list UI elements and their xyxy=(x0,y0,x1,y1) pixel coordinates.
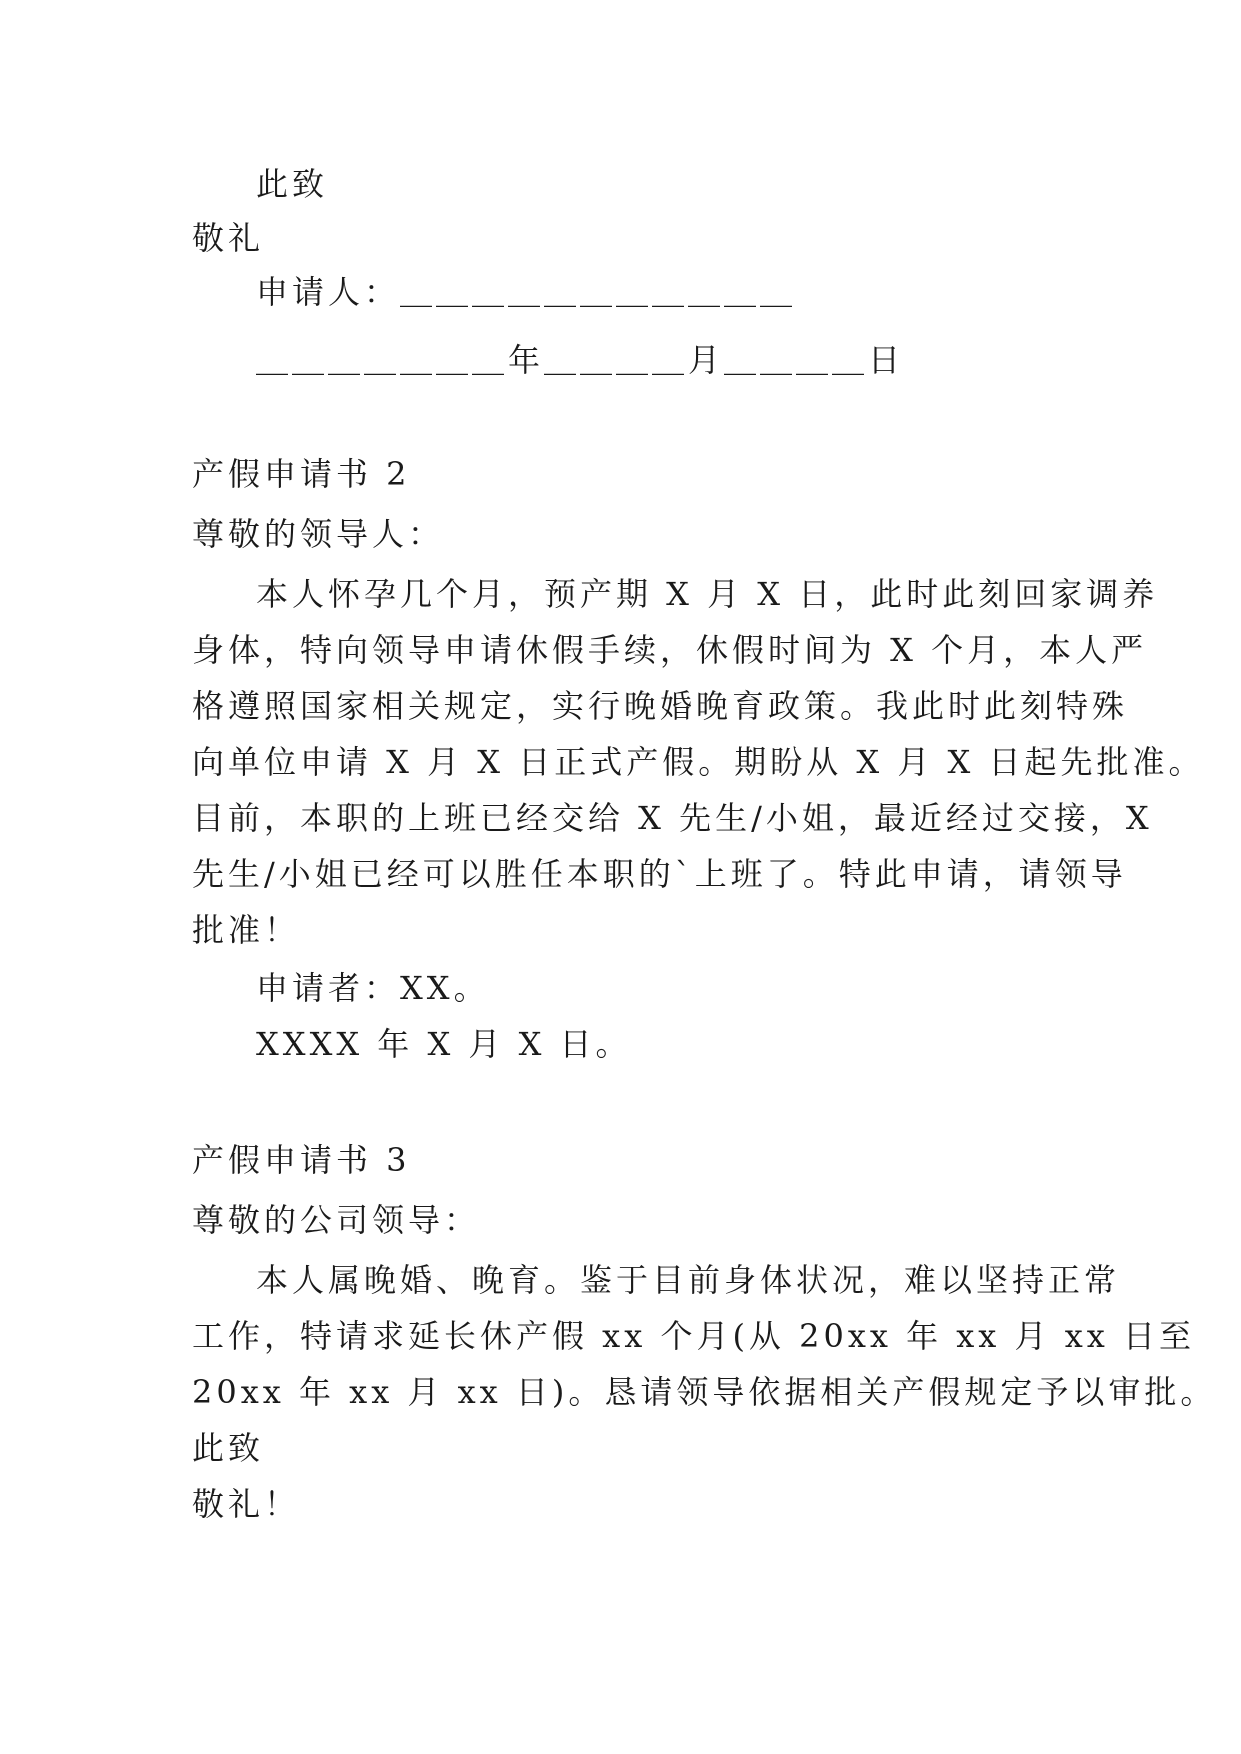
letter2-body-line: 本人怀孕几个月，预产期 X 月 X 日，此时此刻回家调养 xyxy=(256,575,1159,613)
date-line: ＿＿＿＿＿＿＿年＿＿＿＿月＿＿＿＿日 xyxy=(256,341,905,379)
applicant-line: 申请人：＿＿＿＿＿＿＿＿＿＿＿ xyxy=(256,273,797,311)
letter3-jing-li: 敬礼！ xyxy=(192,1485,301,1523)
letter3-ci-zhi: 此致 xyxy=(192,1429,265,1467)
closing-jing-li: 敬礼 xyxy=(192,219,265,257)
letter3-body-line: 工作，特请求延长休产假 xx 个月(从 20xx 年 xx 月 xx 日至 xyxy=(192,1317,1195,1355)
letter2-title: 产假申请书 2 xyxy=(192,455,411,493)
letter2-body-line: 向单位申请 X 月 X 日正式产假。期盼从 X 月 X 日起先批准。 xyxy=(192,743,1205,781)
letter2-body-line: 目前，本职的上班已经交给 X 先生/小姐，最近经过交接，X xyxy=(192,799,1153,837)
letter3-body-line: 本人属晚婚、晚育。鉴于目前身体状况，难以坚持正常 xyxy=(256,1261,1121,1299)
letter2-body-line: 格遵照国家相关规定，实行晚婚晚育政策。我此时此刻特殊 xyxy=(192,687,1129,725)
letter2-body-line: 批准！ xyxy=(192,911,301,949)
letter2-signer: 申请者：XX。 xyxy=(256,969,490,1007)
letter2-date: XXXX 年 X 月 X 日。 xyxy=(256,1025,632,1063)
letter2-body-line: 先生/小姐已经可以胜任本职的`上班了。特此申请，请领导 xyxy=(192,855,1127,893)
letter3-body-line: 20xx 年 xx 月 xx 日)。恳请领导依据相关产假规定予以审批。 xyxy=(192,1373,1217,1411)
letter3-title: 产假申请书 3 xyxy=(192,1141,411,1179)
letter2-salutation: 尊敬的领导人： xyxy=(192,515,445,553)
letter3-salutation: 尊敬的公司领导： xyxy=(192,1201,481,1239)
closing-ci-zhi: 此致 xyxy=(256,165,329,203)
letter2-body-line: 身体，特向领导申请休假手续，休假时间为 X 个月，本人严 xyxy=(192,631,1148,669)
